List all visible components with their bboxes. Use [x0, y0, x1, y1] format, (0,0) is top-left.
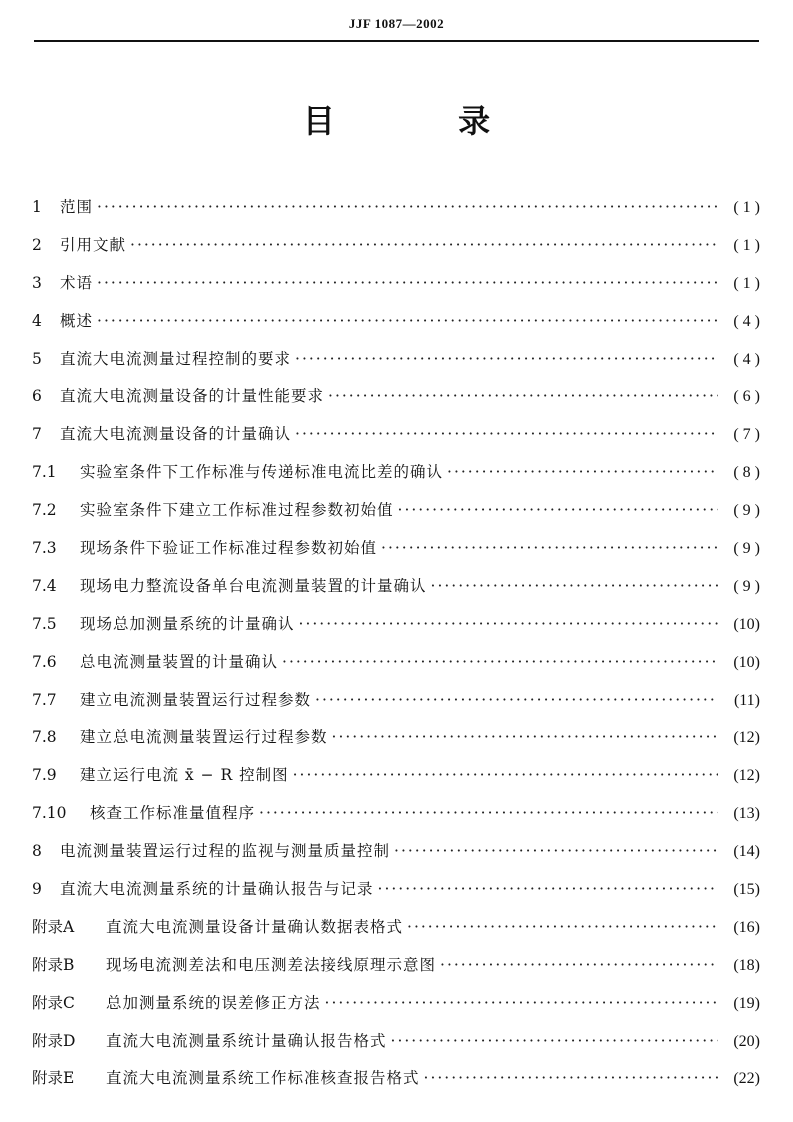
toc-entry-title: 术语: [60, 273, 94, 292]
document-code-header: JJF 1087—2002: [348, 16, 445, 31]
toc-entry-number: 1: [32, 198, 42, 216]
toc-entry-title: 直流大电流测量设备计量确认数据表格式: [106, 917, 404, 936]
toc-entry-5[interactable]: [32, 347, 760, 385]
toc-dot-leader: [295, 425, 718, 443]
page-title: 目 录: [302, 102, 547, 140]
toc-entry-title: 实验室条件下工作标准与传递标准电流比差的确认: [80, 463, 444, 482]
toc-dot-leader: [447, 463, 718, 481]
toc-entry-7-8[interactable]: [32, 725, 760, 763]
toc-entry-number: 附录E: [32, 1069, 75, 1088]
toc-dot-leader: [328, 387, 718, 405]
toc-entry-appendix-e[interactable]: [32, 1066, 760, 1104]
toc-entry-title: 直流大电流测量系统计量确认报告格式: [106, 1031, 387, 1050]
toc-entry-page: (11): [733, 691, 760, 709]
toc-dot-leader: [97, 198, 718, 216]
toc-dot-leader: [325, 994, 718, 1012]
toc-entry-title: 引用文献: [60, 235, 127, 254]
toc-entry-number: 4: [32, 311, 42, 330]
toc-entry-title: 概述: [60, 311, 94, 330]
toc-dot-leader: [378, 880, 718, 898]
toc-dot-leader: [394, 842, 718, 860]
toc-entry-page: ( 1 ): [733, 199, 760, 216]
toc-dot-leader: [299, 615, 718, 633]
toc-entry-page: (20): [733, 1032, 760, 1050]
toc-entry-page: ( 7 ): [733, 426, 760, 444]
toc-entry-page: ( 1 ): [733, 274, 760, 292]
toc-entry-title: 建立运行电流 x̄ − R 控制图: [80, 766, 289, 785]
toc-entry-1[interactable]: [32, 195, 760, 233]
toc-entry-title: 建立电流测量装置运行过程参数: [80, 690, 312, 709]
toc-entry-page: (10): [733, 615, 760, 633]
toc-dot-leader: [407, 918, 718, 936]
toc-entry-title: 核查工作标准量值程序: [90, 804, 256, 823]
toc-entry-6[interactable]: [32, 384, 760, 422]
toc-entry-number: 2: [32, 235, 42, 254]
toc-entry-number: 3: [32, 273, 42, 292]
table-of-contents: [32, 195, 760, 1104]
toc-entry-number: 7.4: [32, 576, 57, 595]
toc-entry-appendix-a[interactable]: [32, 915, 760, 953]
toc-entry-number: 7.10: [32, 804, 67, 823]
toc-entry-number: 7: [32, 425, 42, 444]
toc-entry-page: (12): [733, 729, 760, 747]
toc-entry-number: 附录D: [32, 1031, 76, 1050]
toc-entry-title: 直流大电流测量设备的计量确认: [60, 425, 292, 444]
toc-entry-7-2[interactable]: [32, 498, 760, 536]
toc-entry-number: 7.5: [32, 614, 57, 633]
toc-dot-leader: [398, 501, 718, 519]
toc-dot-leader: [332, 728, 718, 746]
toc-entry-title: 实验室条件下建立工作标准过程参数初始值: [80, 501, 394, 520]
toc-dot-leader: [315, 691, 718, 709]
toc-entry-7-4[interactable]: [32, 574, 760, 612]
toc-entry-title: 电流测量装置运行过程的监视与测量质量控制: [60, 842, 391, 861]
toc-entry-page: ( 9 ): [733, 577, 760, 595]
toc-entry-number: 7.1: [32, 463, 57, 482]
toc-entry-title: 总加测量系统的误差修正方法: [106, 993, 321, 1012]
toc-entry-page: ( 1 ): [733, 236, 760, 254]
toc-dot-leader: [381, 539, 718, 557]
toc-entry-number: 附录C: [32, 993, 75, 1012]
toc-dot-leader: [293, 766, 718, 784]
toc-entry-appendix-c[interactable]: [32, 991, 760, 1029]
toc-entry-7-7[interactable]: [32, 688, 760, 726]
toc-entry-page: ( 4 ): [733, 312, 760, 330]
toc-entry-page: (22): [733, 1070, 760, 1088]
toc-entry-7-5[interactable]: [32, 612, 760, 650]
toc-entry-number: 8: [32, 842, 42, 861]
toc-entry-title: 直流大电流测量设备的计量性能要求: [60, 387, 325, 406]
toc-entry-7-9[interactable]: [32, 763, 760, 801]
toc-entry-appendix-b[interactable]: [32, 953, 760, 991]
header-rule: [34, 40, 759, 42]
toc-dot-leader: [295, 350, 718, 368]
toc-entry-page: ( 9 ): [733, 502, 760, 520]
toc-entry-page: (19): [733, 994, 760, 1012]
toc-entry-page: (18): [733, 956, 760, 974]
toc-entry-title: 直流大电流测量系统的计量确认报告与记录: [60, 880, 374, 899]
toc-entry-title: 总电流测量装置的计量确认: [80, 652, 279, 671]
toc-entry-number: 9: [32, 880, 42, 899]
toc-dot-leader: [282, 653, 718, 671]
toc-dot-leader: [424, 1069, 718, 1087]
toc-entry-title: 范围: [60, 198, 94, 216]
toc-entry-page: ( 8 ): [733, 464, 760, 482]
toc-dot-leader: [259, 804, 718, 822]
toc-dot-leader: [97, 312, 718, 330]
toc-dot-leader: [391, 1032, 718, 1050]
toc-entry-2[interactable]: [32, 233, 760, 271]
toc-entry-3[interactable]: [32, 271, 760, 309]
toc-entry-page: (14): [733, 843, 760, 861]
toc-entry-7-10[interactable]: [32, 801, 760, 839]
toc-entry-number: 6: [32, 387, 42, 406]
toc-entry-number: 5: [32, 349, 42, 368]
toc-entry-page: ( 4 ): [733, 350, 760, 368]
toc-entry-number: 7.3: [32, 539, 57, 558]
toc-entry-number: 7.8: [32, 728, 57, 747]
toc-entry-number: 附录A: [32, 917, 75, 936]
toc-entry-title: 现场条件下验证工作标准过程参数初始值: [80, 539, 378, 558]
toc-entry-7-1[interactable]: [32, 460, 760, 498]
toc-entry-page: (15): [733, 881, 760, 899]
toc-dot-leader: [130, 236, 718, 254]
toc-entry-7-3[interactable]: [32, 536, 760, 574]
toc-entry-page: (10): [733, 653, 760, 671]
toc-dot-leader: [97, 274, 718, 292]
toc-entry-title: 现场总加测量系统的计量确认: [80, 614, 295, 633]
toc-entry-title: 直流大电流测量系统工作标准核查报告格式: [106, 1069, 420, 1088]
toc-entry-8[interactable]: [32, 839, 760, 877]
toc-entry-page: (16): [733, 918, 760, 936]
toc-dot-leader: [440, 956, 718, 974]
toc-entry-7-6[interactable]: [32, 650, 760, 688]
toc-entry-number: 7.7: [32, 690, 57, 709]
toc-entry-7[interactable]: [32, 422, 760, 460]
toc-entry-4[interactable]: [32, 309, 760, 347]
toc-entry-page: (12): [733, 767, 760, 785]
toc-entry-number: 7.2: [32, 501, 57, 520]
toc-entry-number: 附录B: [32, 955, 75, 974]
toc-entry-number: 7.6: [32, 652, 57, 671]
toc-entry-title: 现场电力整流设备单台电流测量装置的计量确认: [80, 576, 427, 595]
toc-entry-number: 7.9: [32, 766, 57, 785]
toc-entry-page: (13): [733, 805, 760, 823]
toc-dot-leader: [431, 577, 718, 595]
toc-entry-appendix-d[interactable]: [32, 1029, 760, 1067]
toc-entry-title: 直流大电流测量过程控制的要求: [60, 349, 292, 368]
toc-entry-page: ( 9 ): [733, 540, 760, 558]
toc-entry-title: 建立总电流测量装置运行过程参数: [80, 728, 328, 747]
toc-entry-9[interactable]: [32, 877, 760, 915]
toc-entry-page: ( 6 ): [733, 388, 760, 406]
toc-entry-title: 现场电流测差法和电压测差法接线原理示意图: [106, 955, 437, 974]
